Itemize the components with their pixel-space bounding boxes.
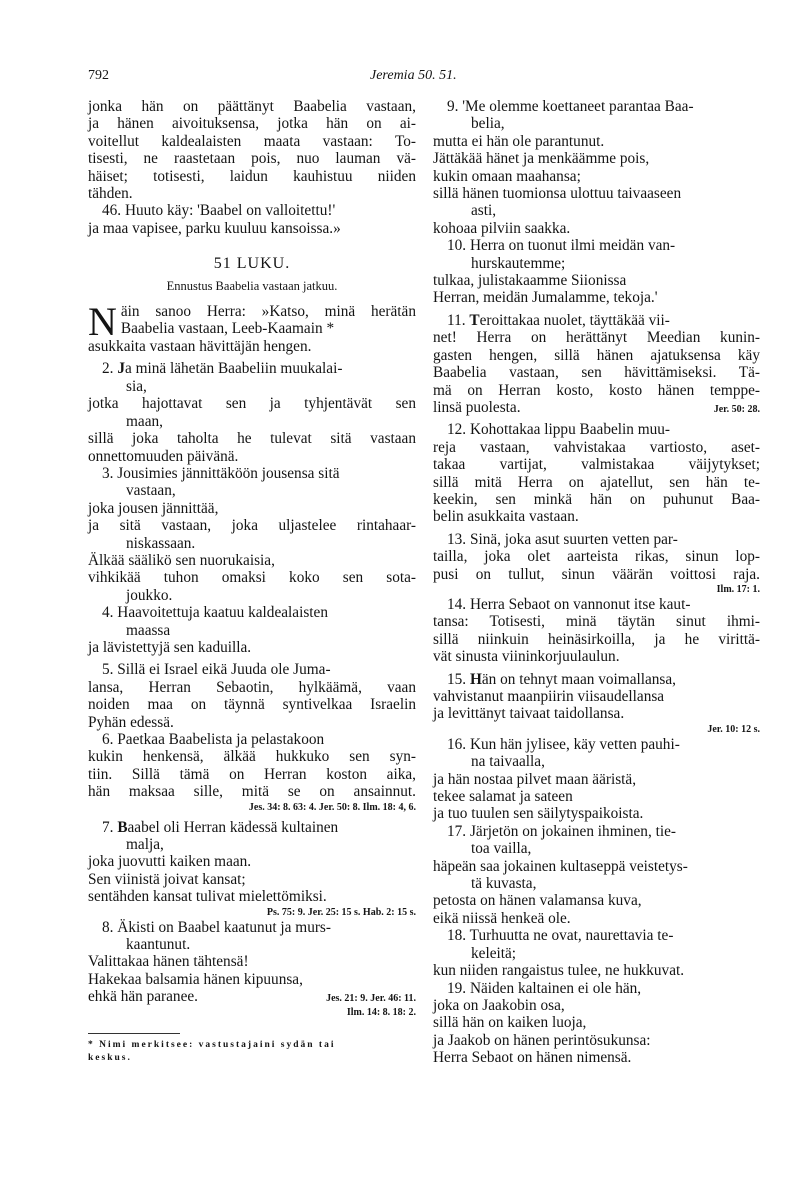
cross-reference: Ilm. 14: 8. 18: 2.: [346, 1006, 416, 1018]
text-line: 16. Kun hän jylisee, käy vetten pauhi-: [447, 735, 680, 753]
verse-8-last-line: [88, 988, 416, 1005]
text-line: linsä puolesta.: [433, 398, 521, 416]
cross-reference: Jer. 10: 12 s.: [707, 723, 760, 735]
text-line: sillä hänen tuomionsa ulottuu taivaaseen: [433, 185, 682, 203]
cross-reference: Jes. 34: 8. 63: 4. Jer. 50: 8. Ilm. 18: 4, 6.: [248, 801, 416, 813]
text-line: Baabelia vastaan, sen hävittämiseksi. Tä-: [433, 364, 760, 382]
text-line: toa vailla,: [471, 840, 532, 858]
text-line: tailla, joka olet aarteista rikas, sinun lop-: [433, 548, 760, 566]
text-line: hurskautemme;: [471, 254, 566, 272]
chapter-subtitle: Ennustus Baabelia vastaan jatkuu.: [166, 278, 338, 293]
text-line: joukko.: [126, 586, 173, 604]
text-line: vihkikää tuhon omaksi koko sen sota-: [88, 569, 416, 587]
text-line: tä kuvasta,: [471, 875, 537, 893]
text-line: häpeän saa jokainen kultaseppä veistetys-: [433, 857, 688, 875]
text-line: sentähden kansat tulivat mielettömiksi.: [88, 888, 327, 906]
text-line: Sen viinistä joivat kansat;: [88, 870, 246, 888]
text-line: na taivaalla,: [471, 753, 545, 771]
text-line: malja,: [126, 836, 164, 854]
text-line: net! Herra on herättänyt Meedian kunin-: [433, 329, 760, 347]
verse-15-first-line: 15. Hän on tehnyt maan voimallansa,: [447, 670, 676, 688]
text-line: lansa, Herran Sebaotin, hylkäämä, vaan: [88, 678, 416, 696]
text-line: pusi on tullut, sinun väärän voittosi raja.: [433, 565, 760, 583]
text-line: vastaan,: [126, 482, 176, 500]
text-line: Älkää säälikö sen nuorukaisia,: [88, 551, 275, 569]
text-line: sillä niinkuin heinäsirkoilla, ja he virittä-: [433, 630, 760, 648]
cross-reference: Ps. 75: 9. Jer. 25: 15 s. Hab. 2: 15 s.: [266, 906, 416, 918]
text-line: ja hänen aivoituksensa, jotka hän on ai-: [88, 115, 416, 133]
text-line: kaantunut.: [126, 936, 191, 954]
text-line: tähden.: [88, 185, 133, 203]
drop-cap: N: [88, 303, 117, 339]
text-line: 9. 'Me olemme koettaneet parantaa Baa-: [447, 98, 694, 115]
text-line: Valittakaa hänen tähtensä!: [88, 953, 249, 971]
text-line: Hakekaa balsamia hänen kipuunsa,: [88, 970, 303, 988]
text-line: hän maksaa sille, mitä se on ansainnut.: [88, 783, 416, 801]
page-number: 792: [88, 68, 109, 83]
text-line: onnettomuuden päivänä.: [88, 447, 239, 465]
text-line: 5. Sillä ei Israel eikä Juuda ole Juma-: [102, 661, 331, 679]
footnote: * Nimi merkitsee: vastustajaini sydän tai: [88, 1039, 336, 1050]
verse-7-first-line: 7. Baabel oli Herran kädessä kultainen: [102, 818, 339, 836]
text-line: tekee salamat ja sateen: [433, 788, 573, 806]
text-line: häiset; totisesti, laidun kauhistuu niiden: [88, 167, 416, 185]
text-line: maassa: [126, 621, 171, 639]
text-line: ja lävistettyjä sen kaduilla.: [88, 638, 252, 656]
verse-46-line: ja maa vapisee, parku kuuluu kansoissa.»: [88, 219, 341, 237]
text-line: 12. Kohottakaa lippu Baabelin muu-: [447, 421, 671, 439]
chapter-title: 51 LUKU.: [213, 255, 291, 273]
text-line: eikä niissä henkeä ole.: [433, 909, 571, 927]
text-line: jonka hän on päättänyt Baabelia vastaan,: [88, 98, 416, 115]
text-line: Baabelia vastaan, Leeb-Kaamain *: [120, 320, 335, 338]
text-line: kukin omaan maahansa;: [433, 167, 581, 185]
text-line: 8. Äkisti on Baabel kaatunut ja murs-: [102, 918, 331, 936]
text-line: vät sinusta viininkorjuulaulun.: [433, 648, 620, 666]
text-line: reja vastaan, vahvistakaa vartiosto, aset-: [433, 438, 760, 456]
text-line: sillä hän on kaiken luoja,: [433, 1014, 587, 1032]
text-line: 17. Järjetön on jokainen ihminen, tie-: [447, 822, 676, 840]
verse-2-first-line: 2. Ja minä lähetän Baabeliin muukalai-: [102, 360, 343, 378]
text-line: kukin henkensä, älkää hukkuko sen syn-: [88, 748, 416, 766]
cross-reference: Ilm. 17: 1.: [716, 583, 760, 595]
text-line: vahvistanut maanpiirin viisaudellansa: [433, 688, 665, 705]
text-line: 14. Herra Sebaot on vannonut itse kaut-: [447, 595, 691, 613]
text-line: äin sanoo Herra: »Katso, minä herätän: [120, 303, 416, 321]
text-line: voitellut kaldealaisten maata vastaan: To-: [88, 132, 416, 150]
text-line: joka jousen jännittää,: [88, 499, 219, 517]
text-line: ja sitä vastaan, joka uljastelee rintahaar-: [88, 517, 416, 535]
footnote-divider: [88, 1033, 180, 1034]
text-line: petosta on hänen valamansa kuva,: [433, 892, 642, 910]
text-line: sillä mitä Herra on ajatellut, sen hän te-: [433, 473, 760, 491]
text-line: tulkaa, julistakaamme Siionissa: [433, 272, 627, 290]
text-line: asti,: [471, 202, 497, 220]
cross-reference: Jer. 50: 28.: [713, 403, 760, 415]
text-line: 4. Haavoitettuja kaatuu kaldealaisten: [102, 604, 328, 622]
text-line: sia,: [126, 377, 147, 395]
text-line: mä on Herran kosto, kosto hänen temppe-: [433, 381, 760, 399]
left-column: [88, 98, 416, 1065]
text-line: 19. Näiden kaltainen ei ole hän,: [447, 979, 642, 997]
text-line: ja hän nostaa pilvet maan ääristä,: [433, 770, 637, 788]
verse-11-last-line: [433, 399, 760, 416]
verse-11-first-line: 11. Teroittakaa nuolet, täyttäkää vii-: [447, 311, 670, 329]
text-line: asukkaita vastaan hävittäjän hengen.: [88, 338, 312, 356]
verse-46-line: 46. Huuto käy: 'Baabel on valloitettu!': [102, 202, 336, 220]
text-line: niskassaan.: [126, 534, 196, 552]
text-line: joka on Jaakobin osa,: [433, 996, 565, 1014]
text-line: ja Jaakob on hänen perintösukunsa:: [433, 1031, 651, 1049]
text-line: tansa: Totisesti, minä täytän sinut ihmi-: [433, 613, 760, 631]
right-column: [433, 98, 760, 1067]
text-line: maan,: [126, 412, 163, 430]
text-line: kun niiden rangaistus tulee, ne hukkuvat.: [433, 962, 685, 980]
cross-reference: Jes. 21: 9. Jer. 46: 11.: [326, 993, 416, 1005]
text-line: noiden maa on täynnä syntivelkaa Israelin: [88, 696, 416, 714]
verse-1: [88, 303, 416, 338]
running-title: Jeremia 50. 51.: [370, 68, 457, 83]
text-line: ja tuo tuulen sen säilytyspaikoista.: [433, 805, 644, 823]
text-line: gasten hengen, sillä hänen ajatuksensa käy: [433, 346, 760, 364]
text-line: 13. Sinä, joka asut suurten vetten par-: [447, 530, 678, 548]
text-line: 3. Jousimies jännittäköön jousensa sitä: [102, 464, 340, 482]
text-line: jotka hajottavat sen ja tyhjentävät sen: [88, 395, 416, 413]
text-line: tisesti, ne raastetaan pois, nuo lauman vä-: [88, 150, 416, 168]
text-line: joka juovutti kaiken maan.: [88, 853, 252, 871]
text-line: kohoaa pilviin saakka.: [433, 219, 571, 237]
text-line: 10. Herra on tuonut ilmi meidän van-: [447, 237, 676, 255]
text-line: 18. Turhuutta ne ovat, naurettavia te-: [447, 927, 674, 945]
text-line: Herran, meidän Jumalamme, tekoja.': [433, 289, 658, 307]
text-line: tiin. Sillä tämä on Herran koston aika,: [88, 765, 416, 783]
text-line: keleitä;: [471, 944, 517, 962]
text-line: mutta ei hän ole parantunut.: [433, 132, 605, 150]
text-line: Jättäkää hänet ja menkäämme pois,: [433, 150, 650, 168]
text-line: takaa vartijat, valmistakaa väijytykset;: [433, 456, 760, 474]
text-line: sillä joka taholta he tulevat sitä vastaan: [88, 430, 416, 448]
footnote: keskus.: [88, 1052, 132, 1063]
text-line: ja levittänyt taivaat taidollansa.: [433, 705, 625, 723]
text-line: Pyhän edessä.: [88, 713, 174, 731]
text-line: belin asukkaita vastaan.: [433, 508, 579, 526]
text-line: ehkä hän paranee.: [88, 988, 198, 1006]
text-line: keekin, sen minkä hän on puhunut Baa-: [433, 490, 760, 508]
text-line: 6. Paetkaa Baabelista ja pelastakoon: [102, 731, 325, 748]
text-line: belia,: [471, 115, 505, 133]
text-line: Herra Sebaot on hänen nimensä.: [433, 1049, 632, 1067]
